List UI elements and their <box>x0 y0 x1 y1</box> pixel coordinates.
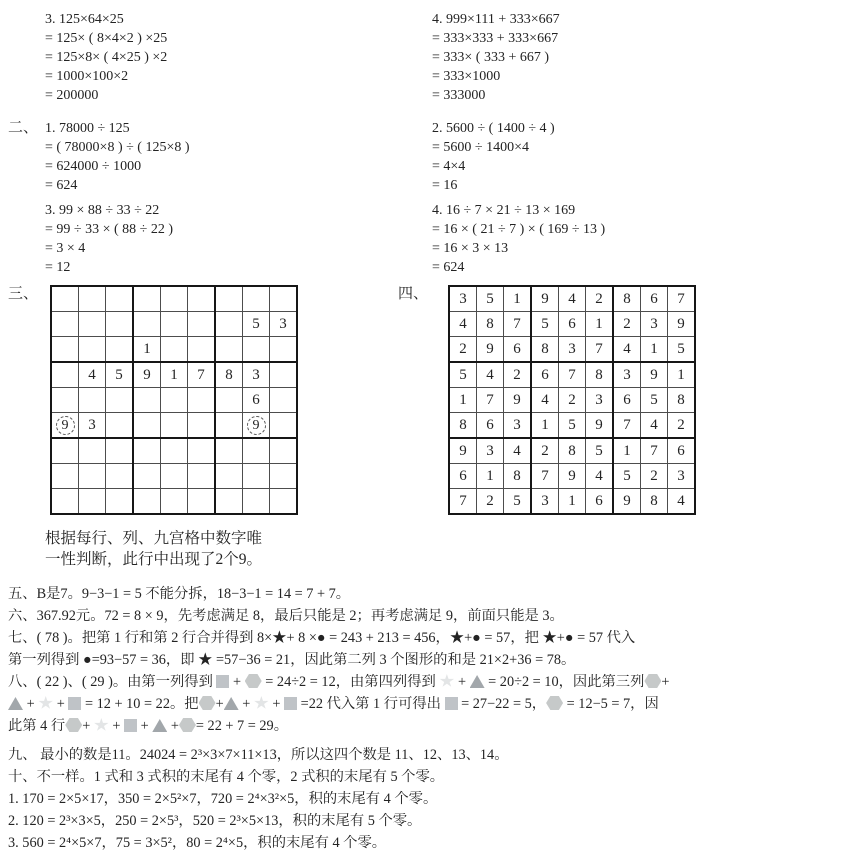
sudoku-cell: 3 <box>559 337 586 363</box>
sudoku-cell <box>79 337 106 363</box>
sudoku-cell <box>133 438 161 464</box>
calc-line: 3. 125×64×25 <box>45 12 124 27</box>
answer-line: 六、367.92元。72 = 8 × 9，先考虑满足 8，最后只能是 2；再考虑满足 9，前面只能是 3。 <box>8 608 564 624</box>
sudoku-cell: 3 <box>270 312 298 337</box>
answer-line: 五、B是7。9−3−1 = 5 不能分拆，18−3−1 = 14 = 7 + 7。 <box>8 586 351 602</box>
sudoku-row <box>51 312 297 337</box>
sudoku-cell: 5 <box>586 438 614 464</box>
sudoku-cell: 3 <box>668 464 696 489</box>
sudoku-cell: 7 <box>504 312 532 337</box>
hexagon-icon <box>65 718 82 732</box>
sudoku-cell: 9 <box>586 413 614 439</box>
sudoku-cell <box>270 337 298 363</box>
sudoku-cell <box>270 489 298 515</box>
sudoku-row <box>51 489 297 515</box>
sudoku-cell: 7 <box>188 362 216 388</box>
sudoku-cell <box>215 337 243 363</box>
sudoku-grid-complete <box>448 285 696 515</box>
sudoku-cell: 1 <box>641 337 668 363</box>
sudoku-cell: 3 <box>79 413 106 439</box>
sudoku-cell <box>188 413 216 439</box>
calc-block-left <box>45 201 432 277</box>
sudoku-cell <box>243 286 270 312</box>
hexagon-icon <box>644 674 661 688</box>
sudoku-cell: 1 <box>504 286 532 312</box>
hexagon-icon <box>546 696 563 710</box>
answer-line: 此第 4 行 + + + + = 22 + 7 = 29。 <box>8 718 289 734</box>
sudoku-cell: 1 <box>586 312 614 337</box>
sudoku-cell: 8 <box>613 286 641 312</box>
sudoku-cell: 1 <box>477 464 504 489</box>
sudoku-cell <box>133 388 161 413</box>
sudoku-caption-line-2: 一性判断，此行中出现了2个9。 <box>45 551 263 568</box>
star-icon <box>254 696 269 710</box>
sudoku-cell: 2 <box>504 362 532 388</box>
sudoku-cell: 5 <box>668 337 696 363</box>
sudoku-row <box>449 286 695 312</box>
sudoku-cell: 3 <box>243 362 270 388</box>
calc-block-right <box>432 201 605 277</box>
calc-line: = 99 ÷ 33 × ( 88 ÷ 22 ) <box>45 222 173 237</box>
sudoku-cell: 6 <box>613 388 641 413</box>
sudoku-cell <box>188 388 216 413</box>
sudoku-cell <box>161 337 188 363</box>
sudoku-cell <box>243 464 270 489</box>
calc-row <box>8 201 854 277</box>
sudoku-cell <box>51 337 79 363</box>
sudoku-cell: 1 <box>531 413 559 439</box>
sudoku-row <box>449 464 695 489</box>
sudoku-cell: 2 <box>586 286 614 312</box>
answer-line: + + = 12 + 10 = 22。把 + + + =22 代入第 1 行可得出 = 27−22 = 5， = 12−5 = 7，因 <box>8 693 854 715</box>
sudoku-cell <box>51 413 79 439</box>
sudoku-cell <box>106 489 134 515</box>
sudoku-cell: 5 <box>504 489 532 515</box>
sudoku-cell: 8 <box>531 337 559 363</box>
sudoku-cell: 9 <box>477 337 504 363</box>
sudoku-cell: 2 <box>449 337 477 363</box>
calc-block-left <box>45 10 432 105</box>
section-marker-four: 四、 <box>398 286 429 302</box>
sudoku-cell <box>133 286 161 312</box>
calc-line: = 16 × 3 × 13 <box>432 241 509 256</box>
sudoku-cell: 1 <box>668 362 696 388</box>
triangle-icon <box>152 719 167 732</box>
sudoku-cell: 4 <box>477 362 504 388</box>
section-marker-three: 三、 <box>8 286 39 302</box>
sudoku-cell: 3 <box>641 312 668 337</box>
sudoku-cell <box>51 489 79 515</box>
answer-line: 1. 170 = 2×5×17，350 = 2×5²×7，720 = 2⁴×3²×5，积的末尾有 4 个零。 <box>8 791 438 807</box>
sudoku-cell: 6 <box>243 388 270 413</box>
sudoku-cell <box>215 464 243 489</box>
sudoku-cell: 9 <box>504 388 532 413</box>
calc-line: 4. 16 ÷ 7 × 21 ÷ 13 × 169 <box>432 203 576 218</box>
sudoku-cell <box>106 438 134 464</box>
sudoku-cell: 8 <box>641 489 668 515</box>
sudoku-row <box>51 413 297 439</box>
triangle-icon <box>224 697 239 710</box>
sudoku-right-block <box>443 285 696 570</box>
calc-line: = 5600 ÷ 1400×4 <box>432 140 529 155</box>
sudoku-cell <box>161 438 188 464</box>
star-icon <box>439 674 454 688</box>
sudoku-cell <box>106 312 134 337</box>
sudoku-cell: 7 <box>531 464 559 489</box>
sudoku-cell: 1 <box>161 362 188 388</box>
sudoku-cell: 2 <box>559 388 586 413</box>
calc-block-right <box>432 10 560 105</box>
sudoku-cell <box>270 362 298 388</box>
sudoku-cell: 9 <box>668 312 696 337</box>
sudoku-cell <box>161 312 188 337</box>
sudoku-cell <box>188 286 216 312</box>
square-icon <box>445 697 458 710</box>
sudoku-cell <box>270 388 298 413</box>
square-icon <box>124 719 137 732</box>
sudoku-cell: 5 <box>613 464 641 489</box>
calc-line: 2. 5600 ÷ ( 1400 ÷ 4 ) <box>432 121 555 136</box>
hexagon-icon <box>199 696 216 710</box>
calc-line: = 624000 ÷ 1000 <box>45 159 142 174</box>
sudoku-cell: 4 <box>641 413 668 439</box>
sudoku-cell: 9 <box>449 438 477 464</box>
sudoku-cell: 6 <box>504 337 532 363</box>
calc-row <box>8 119 854 195</box>
sudoku-cell: 1 <box>559 489 586 515</box>
sudoku-cell <box>106 337 134 363</box>
sudoku-cell: 5 <box>243 312 270 337</box>
triangle-icon <box>8 697 23 710</box>
triangle-icon <box>470 675 485 688</box>
sudoku-cell <box>51 464 79 489</box>
sudoku-cell <box>161 388 188 413</box>
answer-line: 十、不一样。1 式和 3 式积的末尾有 4 个零，2 式积的末尾有 5 个零。 <box>8 769 445 785</box>
calc-line: 4. 999×111 + 333×667 <box>432 12 560 27</box>
star-icon <box>38 696 53 710</box>
sudoku-row <box>449 312 695 337</box>
sudoku-cell <box>215 438 243 464</box>
sudoku-cell: 3 <box>613 362 641 388</box>
sudoku-cell: 5 <box>641 388 668 413</box>
sudoku-cell: 5 <box>449 362 477 388</box>
sudoku-cell: 8 <box>559 438 586 464</box>
sudoku-cell <box>161 489 188 515</box>
hexagon-icon <box>245 674 262 688</box>
sudoku-cell: 9 <box>613 489 641 515</box>
sudoku-cell <box>106 413 134 439</box>
section-marker: 二、 <box>8 120 39 136</box>
sudoku-caption-line-1: 根据每行、列、九宫格中数字唯 <box>45 530 263 547</box>
answer-line: 第一列得到 ●=93−57 = 36，即 ★ =57−36 = 21，因此第二列 3 个图形的和是 21×2+36 = 78。 <box>8 652 576 668</box>
sudoku-cell <box>106 464 134 489</box>
sudoku-cell: 6 <box>559 312 586 337</box>
sudoku-row <box>449 489 695 515</box>
answers-section <box>8 583 854 854</box>
circled-digit: 9 <box>247 416 266 435</box>
sudoku-cell <box>270 464 298 489</box>
sudoku-cell <box>188 438 216 464</box>
sudoku-cell: 5 <box>477 286 504 312</box>
hexagon-icon <box>179 718 196 732</box>
calc-block-right <box>432 119 555 195</box>
sudoku-cell: 6 <box>641 286 668 312</box>
sudoku-cell <box>133 489 161 515</box>
sudoku-cell: 3 <box>477 438 504 464</box>
sudoku-cell: 6 <box>449 464 477 489</box>
sudoku-cell: 3 <box>586 388 614 413</box>
sudoku-cell <box>79 438 106 464</box>
sudoku-cell <box>161 464 188 489</box>
calc-line: = 16 × ( 21 ÷ 7 ) × ( 169 ÷ 13 ) <box>432 222 606 237</box>
sudoku-cell <box>270 438 298 464</box>
sudoku-cell <box>161 286 188 312</box>
sudoku-cell <box>51 286 79 312</box>
section-marker <box>8 201 45 277</box>
sudoku-left-block <box>45 285 398 570</box>
sudoku-section <box>8 285 854 570</box>
calc-line: = 333×1000 <box>432 69 501 84</box>
sudoku-cell: 2 <box>641 464 668 489</box>
sudoku-cell <box>243 337 270 363</box>
sudoku-cell: 7 <box>477 388 504 413</box>
sudoku-cell: 7 <box>586 337 614 363</box>
calc-line: = 12 <box>45 260 71 275</box>
sudoku-cell: 7 <box>668 286 696 312</box>
answer-line: 七、( 78 )。把第 1 行和第 2 行合并得到 8×★+ 8 ×● = 243 + 213 = 456，★+● = 57，把 ★+● = 57 代入 <box>8 630 636 646</box>
sudoku-cell: 2 <box>613 312 641 337</box>
sudoku-cell <box>188 464 216 489</box>
sudoku-cell <box>215 413 243 439</box>
sudoku-cell <box>79 489 106 515</box>
sudoku-cell <box>79 388 106 413</box>
square-icon <box>216 675 229 688</box>
sudoku-cell: 4 <box>531 388 559 413</box>
sudoku-cell: 9 <box>559 464 586 489</box>
sudoku-cell <box>243 438 270 464</box>
calculation-section <box>8 10 854 277</box>
sudoku-cell: 7 <box>641 438 668 464</box>
circled-digit: 9 <box>56 416 75 435</box>
sudoku-cell <box>188 489 216 515</box>
square-icon <box>284 697 297 710</box>
sudoku-cell: 4 <box>668 489 696 515</box>
sudoku-cell <box>270 413 298 439</box>
sudoku-cell: 4 <box>559 286 586 312</box>
sudoku-cell: 9 <box>133 362 161 388</box>
sudoku-row <box>51 438 297 464</box>
sudoku-row <box>51 337 297 363</box>
sudoku-cell <box>51 388 79 413</box>
sudoku-row <box>51 388 297 413</box>
sudoku-cell <box>106 388 134 413</box>
sudoku-row <box>449 388 695 413</box>
section-marker <box>8 10 45 105</box>
sudoku-cell <box>188 312 216 337</box>
sudoku-cell <box>188 337 216 363</box>
calc-line: = 125×8× ( 4×25 ) ×2 <box>45 50 168 65</box>
sudoku-row <box>51 286 297 312</box>
answer-line: 九、 最小的数是11。24024 = 2³×3×7×11×13，所以这四个数是 11、12、13、14。 <box>8 747 509 763</box>
sudoku-cell <box>133 413 161 439</box>
sudoku-cell: 8 <box>504 464 532 489</box>
sudoku-cell: 4 <box>504 438 532 464</box>
calc-line: = 200000 <box>45 88 99 103</box>
sudoku-grid-incomplete <box>50 285 298 515</box>
sudoku-cell: 8 <box>668 388 696 413</box>
sudoku-row <box>51 362 297 388</box>
sudoku-row <box>449 413 695 439</box>
sudoku-cell: 6 <box>531 362 559 388</box>
answer-line: 八、( 22 )、( 29 )。由第一列得到 + = 24÷2 = 12，由第四列得到 + = 20÷2 = 10，因此第三列 + <box>8 674 670 690</box>
sudoku-cell: 8 <box>215 362 243 388</box>
sudoku-row <box>449 337 695 363</box>
sudoku-cell: 7 <box>613 413 641 439</box>
sudoku-row <box>51 464 297 489</box>
sudoku-cell: 1 <box>613 438 641 464</box>
calc-line: = ( 78000×8 ) ÷ ( 125×8 ) <box>45 140 190 155</box>
sudoku-cell <box>79 286 106 312</box>
calc-line: = 125× ( 8×4×2 ) ×25 <box>45 31 168 46</box>
sudoku-cell: 8 <box>586 362 614 388</box>
answer-line: 3. 560 = 2⁴×5×7，75 = 3×5²，80 = 2⁴×5，积的末尾有 4 个零。 <box>8 835 387 851</box>
sudoku-cell: 4 <box>586 464 614 489</box>
sudoku-cell <box>79 464 106 489</box>
sudoku-cell: 9 <box>531 286 559 312</box>
sudoku-row <box>449 438 695 464</box>
sudoku-cell: 4 <box>613 337 641 363</box>
sudoku-cell: 2 <box>668 413 696 439</box>
calc-line: = 333×333 + 333×667 <box>432 31 559 46</box>
sudoku-cell: 6 <box>668 438 696 464</box>
square-icon <box>68 697 81 710</box>
sudoku-cell: 8 <box>449 413 477 439</box>
sudoku-cell: 3 <box>449 286 477 312</box>
sudoku-cell <box>215 388 243 413</box>
sudoku-cell: 2 <box>531 438 559 464</box>
sudoku-cell <box>243 489 270 515</box>
calc-line: = 624 <box>45 178 78 193</box>
sudoku-row <box>449 362 695 388</box>
star-icon <box>94 718 109 732</box>
sudoku-cell: 1 <box>449 388 477 413</box>
answer-line: 2. 120 = 2³×3×5，250 = 2×5³，520 = 2³×5×13，积的末尾有 5 个零。 <box>8 813 422 829</box>
sudoku-cell: 6 <box>586 489 614 515</box>
sudoku-cell: 2 <box>477 489 504 515</box>
sudoku-cell <box>215 312 243 337</box>
calc-line: = 333× ( 333 + 667 ) <box>432 50 550 65</box>
sudoku-cell: 4 <box>79 362 106 388</box>
sudoku-cell <box>161 413 188 439</box>
calc-row <box>8 10 854 105</box>
sudoku-cell <box>243 413 270 439</box>
sudoku-cell: 5 <box>559 413 586 439</box>
sudoku-cell: 6 <box>477 413 504 439</box>
calc-line: = 1000×100×2 <box>45 69 129 84</box>
sudoku-cell: 1 <box>133 337 161 363</box>
sudoku-cell: 7 <box>449 489 477 515</box>
sudoku-cell <box>133 464 161 489</box>
sudoku-cell <box>79 312 106 337</box>
sudoku-cell <box>51 438 79 464</box>
sudoku-cell <box>106 286 134 312</box>
sudoku-cell <box>51 362 79 388</box>
calc-line: = 4×4 <box>432 159 466 174</box>
sudoku-cell <box>51 312 79 337</box>
calc-line: = 16 <box>432 178 458 193</box>
calc-block-left <box>45 119 432 195</box>
sudoku-cell: 8 <box>477 312 504 337</box>
sudoku-cell: 3 <box>531 489 559 515</box>
sudoku-cell: 9 <box>641 362 668 388</box>
calc-line: 1. 78000 ÷ 125 <box>45 121 130 136</box>
calc-line: = 3 × 4 <box>45 241 86 256</box>
sudoku-cell: 3 <box>504 413 532 439</box>
calc-line: 3. 99 × 88 ÷ 33 ÷ 22 <box>45 203 160 218</box>
sudoku-cell <box>133 312 161 337</box>
sudoku-caption <box>45 528 398 570</box>
sudoku-cell: 5 <box>106 362 134 388</box>
sudoku-cell <box>270 286 298 312</box>
calc-line: = 624 <box>432 260 465 275</box>
sudoku-cell: 4 <box>449 312 477 337</box>
sudoku-cell: 7 <box>559 362 586 388</box>
sudoku-cell <box>215 489 243 515</box>
sudoku-cell <box>215 286 243 312</box>
calc-line: = 333000 <box>432 88 486 103</box>
sudoku-cell: 5 <box>531 312 559 337</box>
